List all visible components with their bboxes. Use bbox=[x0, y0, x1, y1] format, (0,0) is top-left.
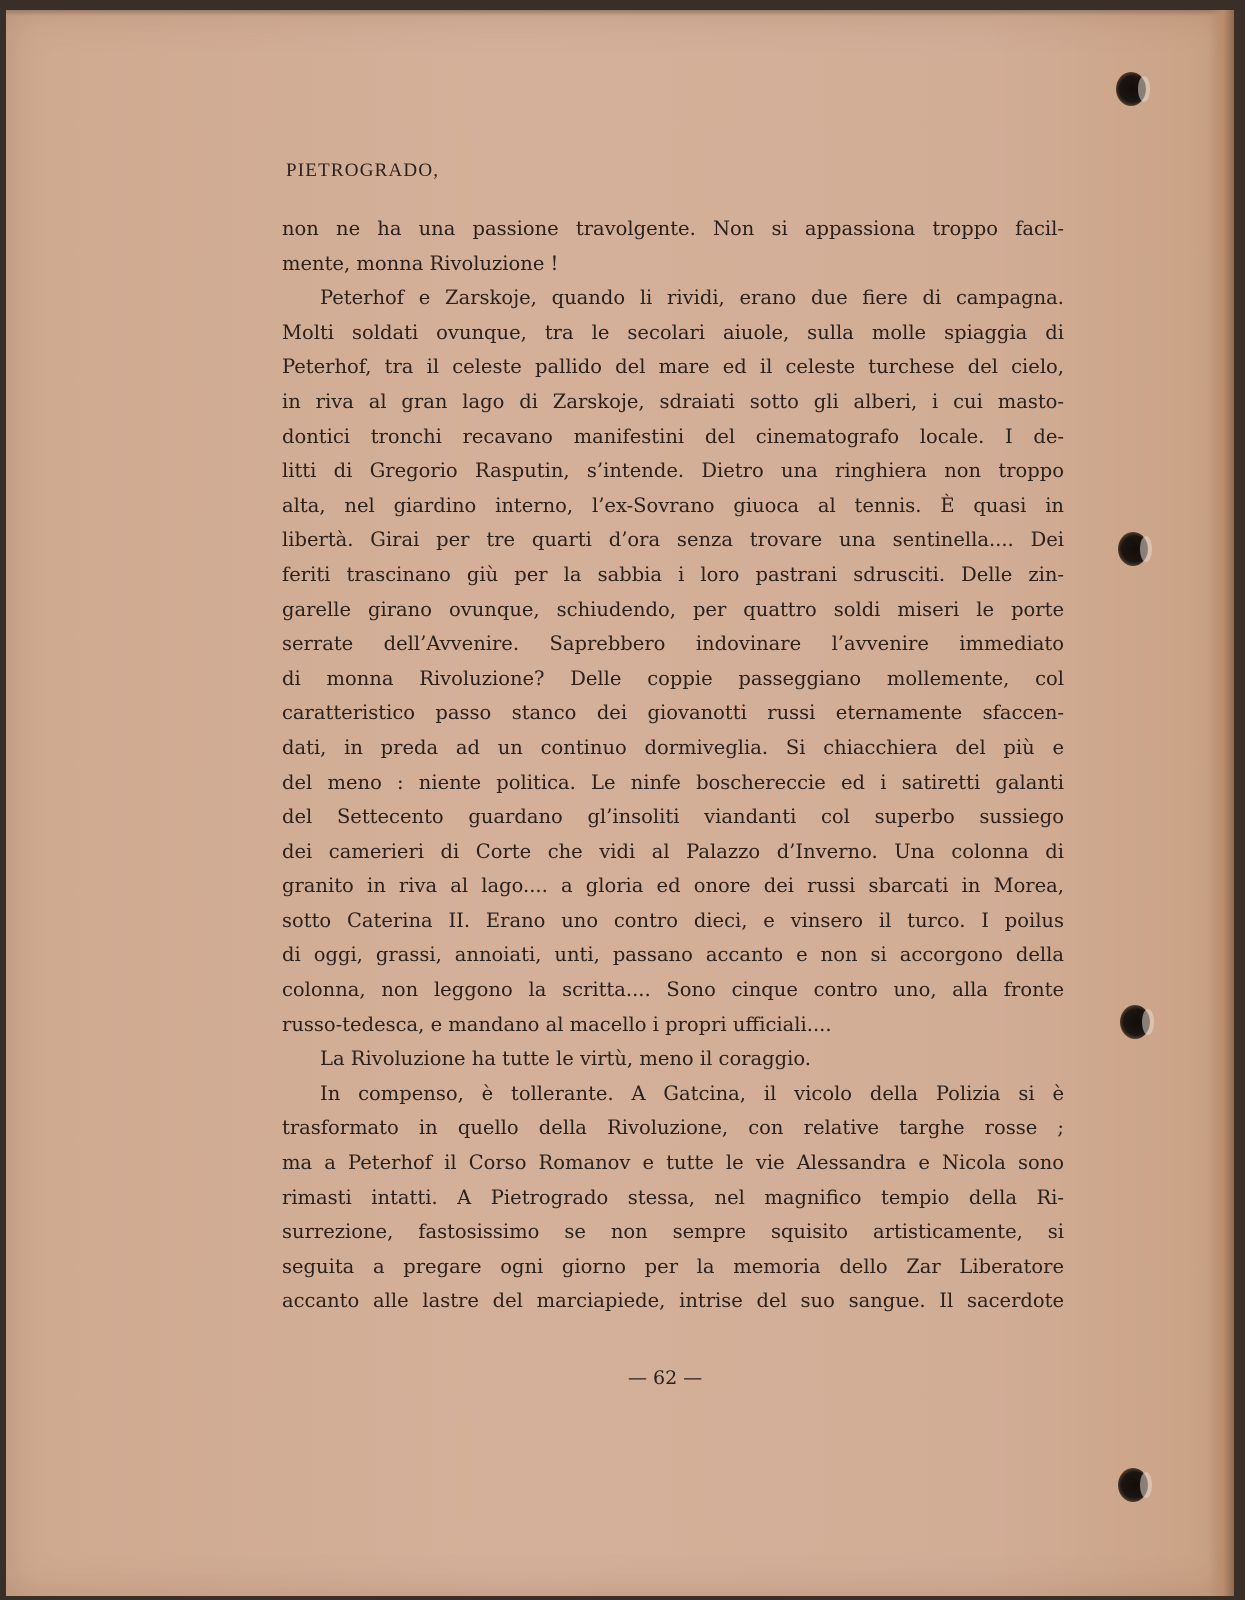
text-line: alta, nel giardino interno, l’ex-Sovrano giuoca al tennis. È quasi in bbox=[282, 493, 1064, 517]
text-line: accanto alle lastre del marciapiede, intrise del suo sangue. Il sacerdote bbox=[282, 1289, 1064, 1313]
page-top-edge bbox=[6, 10, 1234, 16]
text-line: La Rivoluzione ha tutte le virtù, meno il coraggio. bbox=[320, 1047, 811, 1071]
book-page bbox=[6, 10, 1234, 1596]
text-line: garelle girano ovunque, schiudendo, per quattro soldi miseri le porte bbox=[282, 597, 1064, 621]
running-head: PIETROGRADO, bbox=[286, 160, 440, 181]
text-line: serrate dell’Avvenire. Saprebbero indovinare l’avvenire immediato bbox=[282, 632, 1064, 656]
text-line: dati, in preda ad un continuo dormiveglia. Si chiacchiera del più e bbox=[282, 735, 1064, 759]
binding-hole-3 bbox=[1120, 1005, 1150, 1039]
text-line: sotto Caterina II. Erano uno contro dieci, e vinsero il turco. I poilus bbox=[282, 908, 1064, 932]
text-line: Peterhof, tra il celeste pallido del mare ed il celeste turchese del cielo, bbox=[282, 355, 1064, 379]
text-line: In compenso, è tollerante. A Gatcina, il vicolo della Polizia si è bbox=[320, 1081, 1064, 1105]
text-line: di oggi, grassi, annoiati, unti, passano accanto e non si accorgono della bbox=[282, 943, 1064, 967]
text-line: non ne ha una passione travolgente. Non si appassiona troppo facil- bbox=[282, 217, 1064, 240]
text-line: di monna Rivoluzione? Delle coppie passeggiano mollemente, col bbox=[282, 666, 1064, 690]
text-line: colonna, non leggono la scritta.... Sono cinque contro uno, alla fronte bbox=[282, 978, 1064, 1002]
text-line: del meno : niente politica. Le ninfe boschereccie ed i satiretti galanti bbox=[282, 770, 1064, 794]
text-line: surrezione, fastosissimo se non sempre squisito artisticamente, si bbox=[282, 1220, 1064, 1244]
text-line: granito in riva al lago.... a gloria ed onore dei russi sbarcati in Morea, bbox=[282, 874, 1064, 898]
text-line: trasformato in quello della Rivoluzione, con relative targhe rosse ; bbox=[282, 1116, 1064, 1140]
text-line: dontici tronchi recavano manifestini del cinematografo locale. I de- bbox=[282, 424, 1064, 448]
text-line: libertà. Girai per tre quarti d’ora senza trovare una sentinella.... Dei bbox=[282, 528, 1064, 552]
text-line: caratteristico passo stanco dei giovanotti russi eternamente sfaccen- bbox=[282, 701, 1064, 725]
text-line: del Settecento guardano gl’insoliti viandanti col superbo sussiego bbox=[282, 805, 1064, 829]
page-right-edge bbox=[1208, 10, 1234, 1596]
text-line: litti di Gregorio Rasputin, s’intende. Dietro una ringhiera non troppo bbox=[282, 459, 1064, 483]
binding-hole-1 bbox=[1116, 72, 1146, 106]
text-line: ma a Peterhof il Corso Romanov e tutte le vie Alessandra e Nicola sono bbox=[282, 1151, 1064, 1175]
binding-hole-4 bbox=[1118, 1468, 1148, 1502]
body-text bbox=[282, 212, 1064, 1319]
page-number: — 62 — bbox=[628, 1367, 703, 1389]
text-line: mente, monna Rivoluzione ! bbox=[282, 251, 559, 275]
text-line: seguita a pregare ogni giorno per la memoria dello Zar Liberatore bbox=[282, 1254, 1064, 1278]
text-line: Peterhof e Zarskoje, quando li rividi, erano due fiere di campagna. bbox=[320, 286, 1064, 310]
text-line: rimasti intatti. A Pietrogrado stessa, nel magnifico tempio della Ri- bbox=[282, 1185, 1064, 1209]
text-line: russo-tedesca, e mandano al macello i propri ufficiali.... bbox=[282, 1012, 832, 1036]
binding-hole-2 bbox=[1118, 532, 1148, 566]
text-line: feriti trascinano giù per la sabbia i loro pastrani sdrusciti. Delle zin- bbox=[282, 562, 1064, 586]
text-line: dei camerieri di Corte che vidi al Palazzo d’Inverno. Una colonna di bbox=[282, 839, 1064, 863]
text-line: in riva al gran lago di Zarskoje, sdraiati sotto gli alberi, i cui masto- bbox=[282, 389, 1064, 413]
text-line: Molti soldati ovunque, tra le secolari aiuole, sulla molle spiaggia di bbox=[282, 320, 1064, 344]
